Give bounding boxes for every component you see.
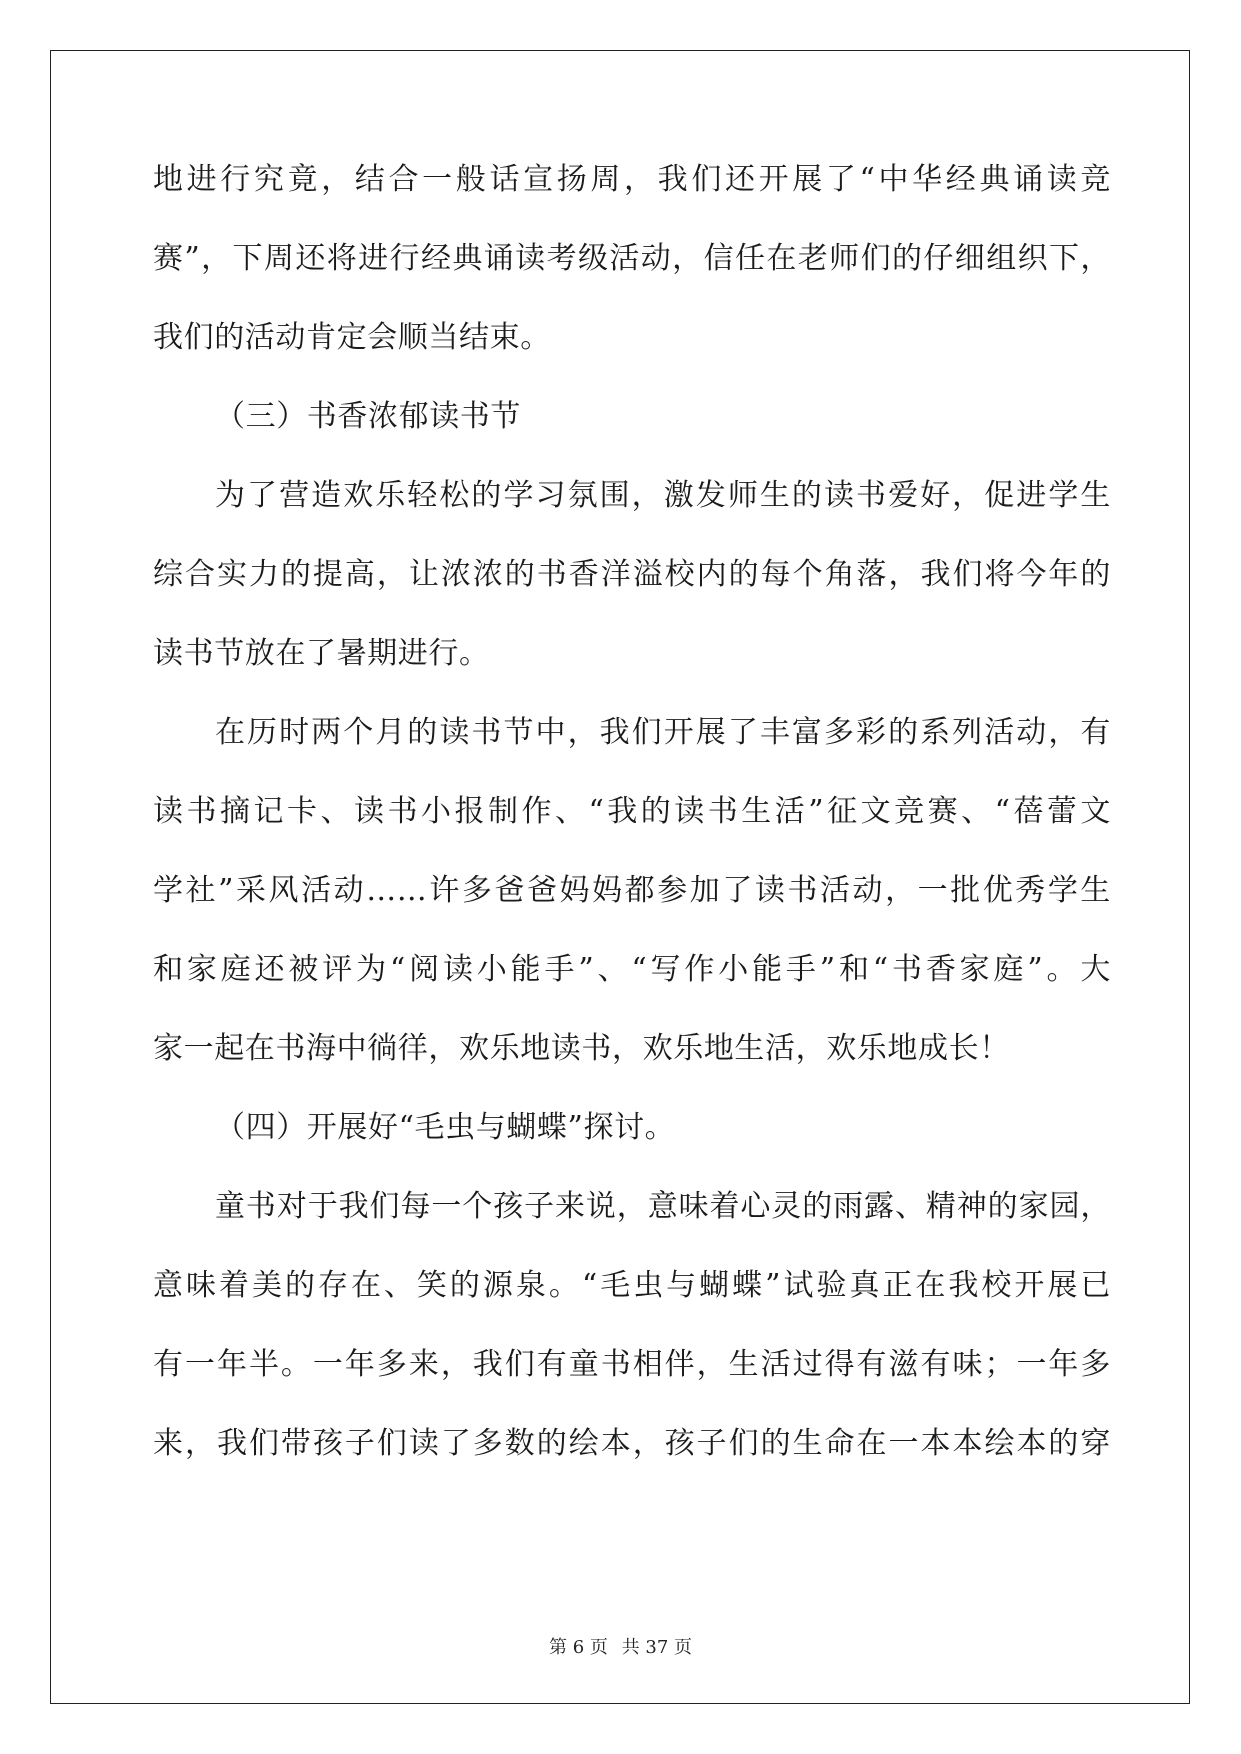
text-line: 和家庭还被评为“阅读小能手”、“写作小能手”和“书香家庭”。大 <box>153 952 1111 987</box>
text-line: 有一年半。一年多来，我们有童书相伴，生活过得有滋有味；一年多 <box>153 1347 1111 1382</box>
text-line: 学社”采风活动……许多爸爸妈妈都参加了读书活动，一批优秀学生 <box>153 873 1111 908</box>
text-line: 读书摘记卡、读书小报制作、“我的读书生活”征文竞赛、“蓓蕾文 <box>153 794 1111 829</box>
text-line: 综合实力的提高，让浓浓的书香洋溢校内的每个角落，我们将今年的 <box>153 557 1111 592</box>
text-line: 赛”，下周还将进行经典诵读考级活动，信任在老师们的仔细组织下， <box>153 241 1111 276</box>
page-total: 共 37 页 <box>621 1637 692 1658</box>
document-body <box>153 160 1111 1503</box>
page-footer <box>0 1633 1241 1659</box>
text-line: 家一起在书海中徜徉，欢乐地读书，欢乐地生活，欢乐地成长！ <box>153 1031 1010 1066</box>
text-line: 我们的活动肯定会顺当结束。 <box>153 320 551 355</box>
section-heading: （三）书香浓郁读书节 <box>215 399 521 434</box>
text-line: 在历时两个月的读书节中，我们开展了丰富多彩的系列活动，有 <box>215 715 1111 750</box>
text-line: 地进行究竟，结合一般话宣扬周，我们还开展了“中华经典诵读竞 <box>153 162 1111 197</box>
page-number: 第 6 页 <box>549 1637 608 1658</box>
text-line: 为了营造欢乐轻松的学习氛围，激发师生的读书爱好，促进学生 <box>215 478 1111 513</box>
text-line: 来，我们带孩子们读了多数的绘本，孩子们的生命在一本本绘本的穿 <box>153 1426 1111 1461</box>
text-line: 读书节放在了暑期进行。 <box>153 636 490 671</box>
text-line: 意味着美的存在、笑的源泉。“毛虫与蝴蝶”试验真正在我校开展已 <box>153 1268 1111 1303</box>
section-heading: （四）开展好“毛虫与蝴蝶”探讨。 <box>215 1110 676 1145</box>
text-line: 童书对于我们每一个孩子来说，意味着心灵的雨露、精神的家园， <box>215 1189 1111 1224</box>
